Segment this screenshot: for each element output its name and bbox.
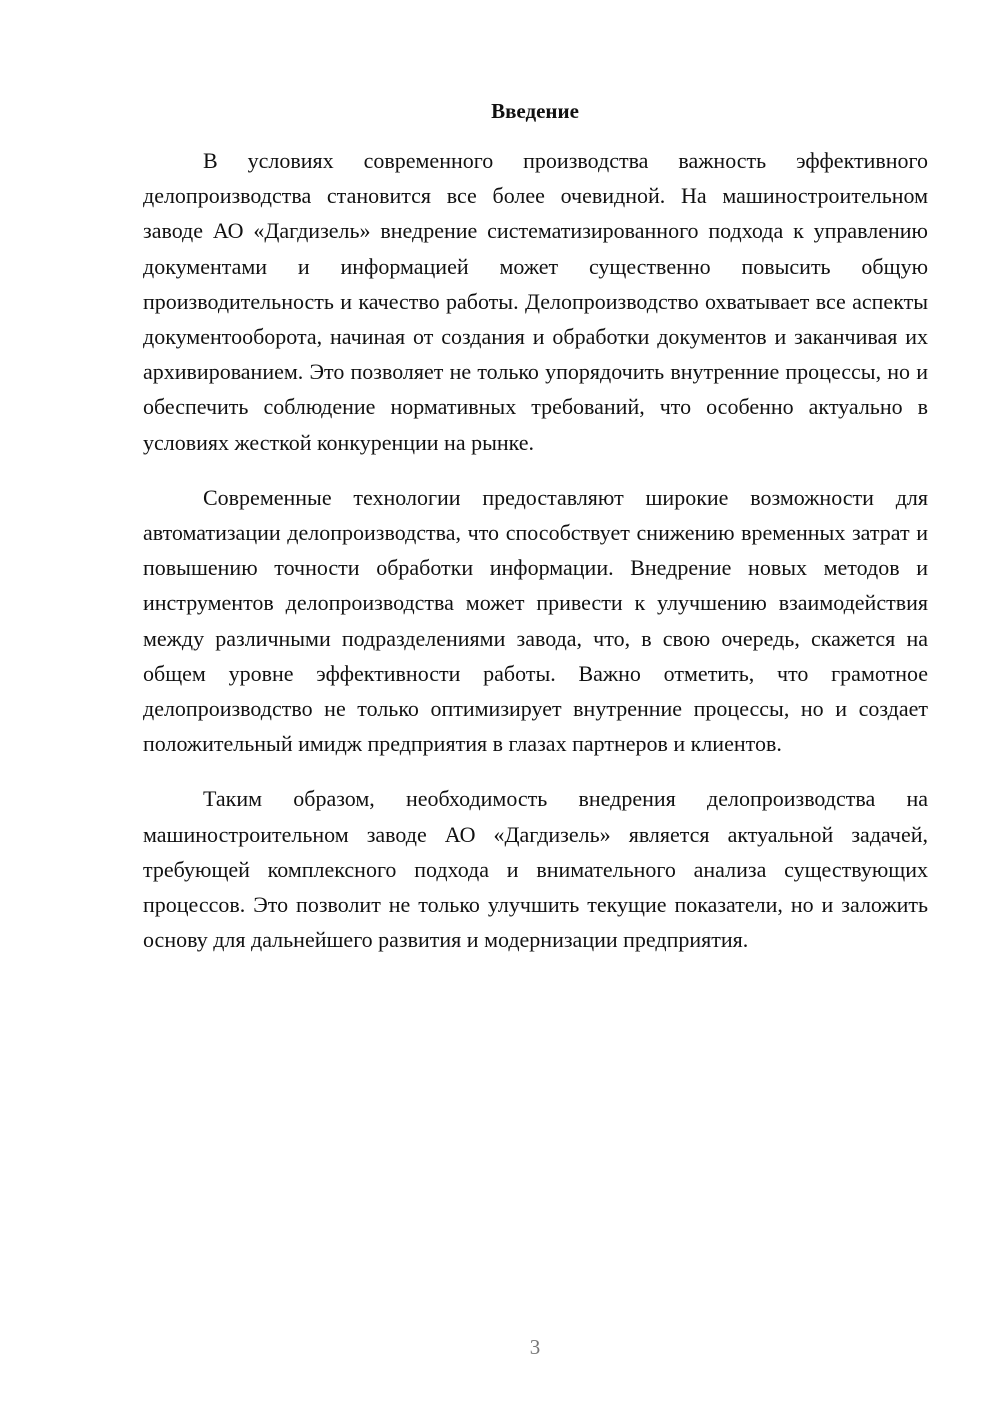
document-body: [143, 143, 928, 977]
paragraph-3: Таким образом, необходимость внедрения делопроизводства на машиностроительном заводе АО «Дагдизель» является актуальной задачей, требующей комплексного подхода и внимательного анализа существующих процессов. Это позволит не только улучшить текущие показатели, но и заложить основу для дальнейшего развития и модернизации предприятия.: [143, 786, 928, 953]
page-number: 3: [529, 1335, 541, 1359]
paragraph-1: В условиях современного производства важность эффективного делопроизводства становится все более очевидной. На машиностроительном заводе АО «Дагдизель» внедрение систематизированного подхода к управлению документами и информацией может существенно повысить общую производительность и качество работы. Делопроизводство охватывает все аспекты документооборота, начиная от создания и обработки документов и заканчивая их архивированием. Это позволяет не только упорядочить внутренние процессы, но и обеспечить соблюдение нормативных требований, что особенно актуально в условиях жесткой конкуренции на рынке.: [143, 148, 928, 455]
section-title: Введение: [491, 99, 579, 123]
paragraph-2: Современные технологии предоставляют широкие возможности для автоматизации делопроизводства, что способствует снижению временных затрат и повышению точности обработки информации. Внедрение новых методов и инструментов делопроизводства может привести к улучшению взаимодействия между различными подразделениями завода, что, в свою очередь, скажется на общем уровне эффективности работы. Важно отметить, что грамотное делопроизводство не только оптимизирует внутренние процессы, но и создает положительный имидж предприятия в глазах партнеров и клиентов.: [143, 484, 928, 757]
